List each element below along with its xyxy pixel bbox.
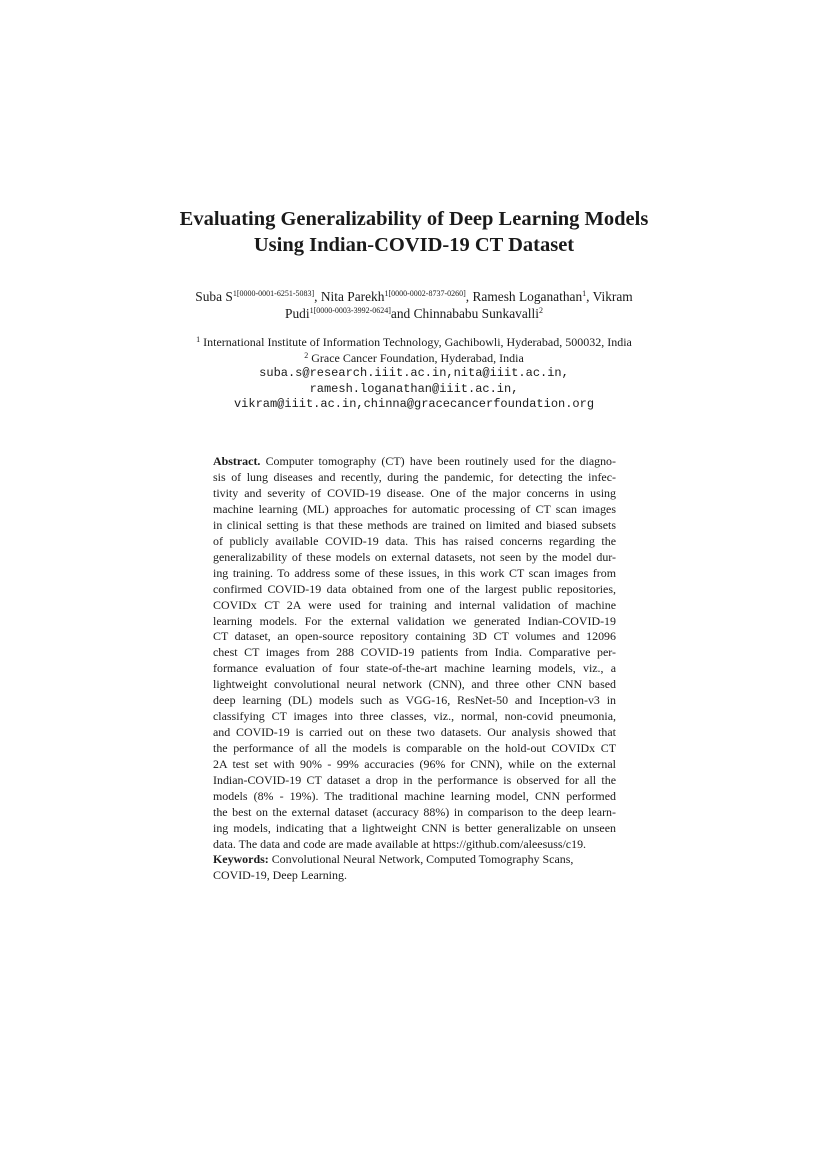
author-orcid: 1[0000-0003-3992-0624] (309, 306, 391, 315)
keywords-text: Convolutional Neural Network, Computed Tomography Scans, (268, 852, 574, 866)
abstract (213, 454, 616, 853)
keywords-line: COVID-19, Deep Learning. (213, 867, 347, 882)
abstract-line: sis of lung diseases and recently, during the pandemic, for detecting the infec- (213, 469, 616, 484)
keywords (213, 852, 616, 884)
abstract-line: confirmed COVID-19 data obtained from one of the largest public repositories, (213, 581, 616, 596)
author-orcid: 1[0000-0002-8737-0260] (384, 289, 466, 298)
author-line-2 (0, 305, 828, 322)
title-line-2: Using Indian-COVID-19 CT Dataset (253, 234, 575, 256)
abstract-line: chest CT images from 288 COVID-19 patients from India. Comparative per- (213, 645, 616, 660)
author-affiliation-mark: 2 (538, 306, 543, 315)
author-name: , Vikram (586, 289, 633, 304)
abstract-line: 2A test set with 90% - 99% accuracies (96% for CNN), while on the external (213, 757, 616, 772)
abstract-line: COVIDx CT 2A were used for training and internal validation of machine (213, 597, 616, 612)
abstract-line: deep learning (DL) models such as VGG-16, ResNet-50 and Inception-v3 in (213, 693, 616, 708)
author-list (0, 288, 828, 322)
affiliation-text: Grace Cancer Foundation, Hyderabad, India (308, 350, 524, 365)
affiliation-1 (0, 335, 828, 351)
author-name: and Chinnababu Sunkavalli (390, 306, 539, 321)
abstract-line: the best on the external dataset (accuracy 88%) in comparison to the deep learn- (213, 804, 616, 819)
abstract-line: in clinical setting is that these methods are trained on limited and biased subsets (213, 517, 616, 532)
email-line: vikram@iiit.ac.in,chinna@gracecancerfoundation.org (233, 397, 595, 411)
abstract-line: lightweight convolutional neural network (CNN), and three other CNN based (213, 677, 616, 692)
title-line-1: Evaluating Generalizability of Deep Learning Models (179, 208, 649, 230)
author-name: , Ramesh Loganathan (465, 289, 583, 304)
email-line: suba.s@research.iiit.ac.in,nita@iiit.ac.in, (259, 366, 569, 380)
email-line: ramesh.loganathan@iiit.ac.in, (309, 381, 519, 396)
author-name: Suba S (195, 289, 233, 304)
paper-title (0, 206, 828, 258)
affiliations (0, 335, 828, 413)
abstract-line (213, 454, 616, 470)
affiliation-2 (0, 351, 828, 367)
keywords-line (213, 852, 616, 868)
affiliation-mark: 1 (196, 335, 201, 344)
abstract-line: Indian-COVID-19 CT dataset a drop in the performance is observed for all the (213, 773, 616, 788)
author-affiliation-mark: 1 (582, 289, 587, 298)
abstract-line: tivity and severity of COVID-19 disease. One of the major concerns in using (213, 485, 616, 500)
abstract-line: machine learning (ML) approaches for automatic processing of CT scan images (213, 501, 616, 516)
author-name: Pudi (285, 306, 310, 321)
abstract-text: Computer tomography (CT) have been routinely used for the diagno- (260, 454, 616, 468)
abstract-line: classifying CT images into three classes, viz., normal, non-covid pneumonia, (213, 709, 616, 724)
abstract-line: generalizability of these models on external datasets, not seen by the model dur- (213, 549, 616, 564)
abstract-heading: Abstract. (213, 454, 261, 468)
abstract-line: CT dataset, an open-source repository containing 3D CT volumes and 12096 (213, 629, 616, 644)
keywords-heading: Keywords: (213, 852, 269, 866)
author-orcid: 1[0000-0001-6251-5083] (232, 289, 315, 298)
abstract-line: models (8% - 19%). The traditional machine learning model, CNN performed (213, 789, 616, 804)
abstract-line: ing models, indicating that a lightweight CNN is better generalizable on unseen (213, 820, 616, 835)
author-name: , Nita Parekh (314, 289, 385, 304)
abstract-line: learning models. For the external validation we generated Indian-COVID-19 (213, 613, 616, 628)
abstract-line: formance evaluation of four state-of-the-art machine learning models, viz., a (213, 661, 616, 676)
affiliation-mark: 2 (304, 350, 309, 360)
abstract-line: the performance of all the models is comparable on the hold-out COVIDx CT (213, 741, 616, 756)
abstract-line: ing training. To address some of these issues, in this work CT scan images from (213, 565, 616, 580)
abstract-line: and COVID-19 is carried out on these two datasets. Our analysis showed that (213, 725, 616, 740)
abstract-line: of publicly available COVID-19 data. This has raised concerns regarding the (213, 533, 616, 548)
affiliation-text: International Institute of Information Technology, Gachibowli, Hyderabad, 500032, India (200, 335, 632, 349)
abstract-line: data. The data and code are made available at https://github.com/aleesuss/c19. (213, 836, 587, 851)
author-line-1 (0, 288, 828, 305)
